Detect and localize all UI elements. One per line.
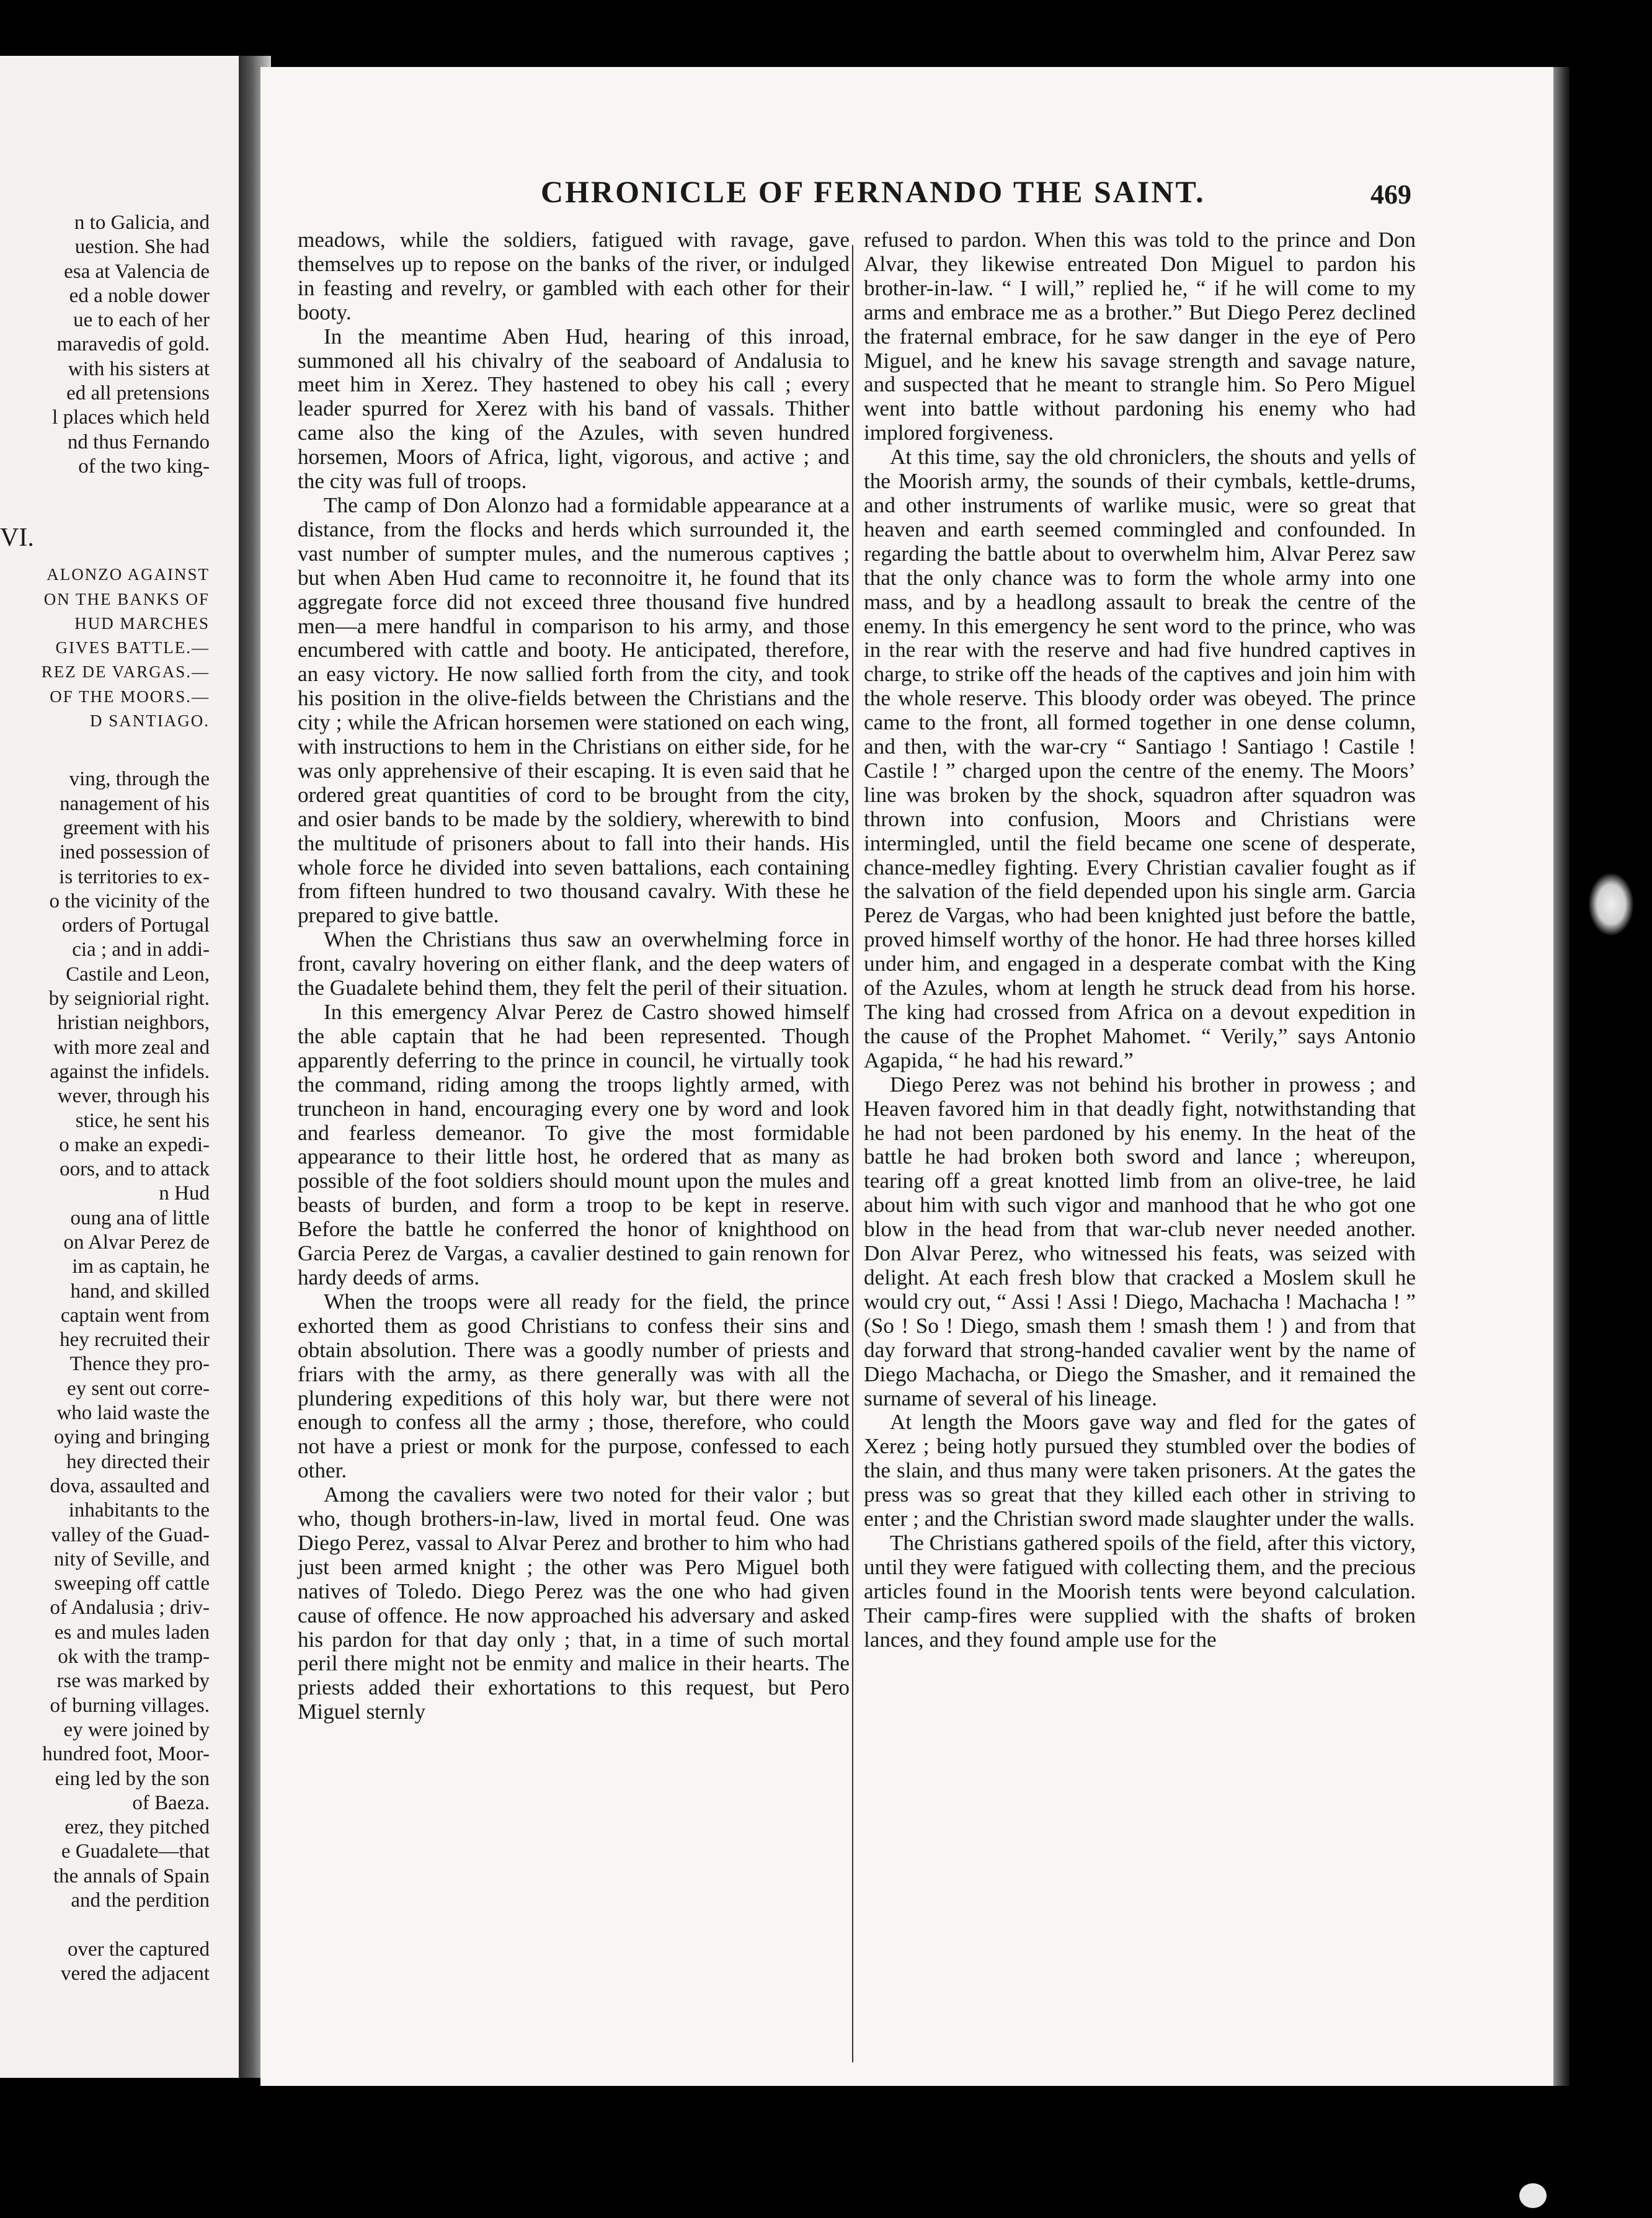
scan-artifact: [1519, 2183, 1547, 2208]
paragraph: meadows, while the soldiers, fatigued with ravage, gave themselves up to repose on the banks of the river, or indulged in feasting and revelry, or gambled with each other for their booty.: [298, 228, 850, 324]
left-page-line: maravedis of gold.: [56, 333, 210, 356]
left-page-line: with his sisters at: [68, 357, 210, 380]
left-page-line: by seigniorial right.: [48, 987, 210, 1010]
left-page-line: HUD MARCHES: [74, 613, 210, 633]
left-page-line: uestion. She had: [74, 236, 210, 259]
left-page-line: o make an expedi-: [59, 1133, 210, 1156]
left-page-line: with more zeal and: [53, 1036, 210, 1059]
paragraph: Diego Perez was not behind his brother in prowess ; and Heaven favored him in that deadly fight, notwithstanding that he had not been pardoned by his enemy. In the heat of the battle he had broken both sword and lance ; whereupon, tearing off a great knotted limb from an olive-tree, he laid about him with such vigor and manhood that he who got one blow in the head from that war-club never needed another. Don Alvar Perez, who witnessed his feats, was seized with delight. At each fresh blow that cracked a Moslem skull he would cry out, “ Assi ! Assi ! Diego, Machacha ! Machacha ! ” (So ! So ! Diego, smash them ! smash them ! ) and from that day forward that strong-handed cavalier went by the name of Diego Machacha, or Diego the Smasher, and it remained the surname of several of his lineage.: [864, 1072, 1416, 1410]
left-page-line: esa at Valencia de: [64, 260, 210, 283]
paragraph: refused to pardon. When this was told to the prince and Don Alvar, they likewise entreated Don Miguel to pardon his brother-in-law. “ I will,” replied he, “ if he will come to my arms and embrace me as a brother.” But Diego Perez declined the fraternal embrace, for he saw danger in the eye of Pero Miguel, and he knew his savage strength and savage nature, and suspected that he meant to strangle him. So Pero Miguel went into battle without pardoning his enemy who had implored forgiveness.: [864, 228, 1416, 445]
left-page-line: ed all pretensions: [66, 382, 210, 405]
left-page-line: against the infidels.: [50, 1060, 210, 1083]
paragraph: At this time, say the old chroniclers, the shouts and yells of the Moorish army, the sounds of their cymbals, kettle-drums, and other instruments of warlike music, were so great that heaven and earth seemed commingled and confounded. In regarding the battle about to overwhelm him, Alvar Perez saw that the only chance was to form the whole army into one mass, and by a headlong assault to break the centre of the enemy. In this emergency he sent word to the prince, who was in the rear with the reserve and had five hundred captives in charge, to strike off the heads of the captives and join him with the whole reserve. This bloody order was obeyed. The prince came to the front, all formed together in one dense column, and then, with the war-cry “ Santiago ! Santiago ! Castile ! Castile ! ” charged upon the centre of the enemy. The Moors’ line was broken by the shock, squadron after squadron was thrown into confusion, Moors and Christians were intermingled, until the field became one scene of desperate, chance-medley fighting. Every Christian cavalier fought as if the salvation of the field depended upon his single arm. Garcia Perez de Vargas, who had been knighted just before the battle, proved himself worthy of the honor. He had three horses killed under him, and engaged in a desperate combat with the King of the Azules, whom at length he struck dead from his horse. The king had crossed from Africa on a devout expedition in the cause of the Prophet Mahomet. “ Verily,” says Antonio Agapida, “ he had his reward.”: [864, 445, 1416, 1072]
left-page-line: ALONZO AGAINST: [47, 565, 210, 584]
left-page-line: ined possession of: [60, 841, 210, 864]
left-page-line: im as captain, he: [72, 1255, 210, 1278]
left-chapter-number: VI.: [0, 523, 34, 553]
paragraph: Among the cavaliers were two noted for their valor ; but who, though brothers-in-law, lived in mortal feud. One was Diego Perez, vassal to Alvar Perez and brother to him who had just been armed knight ; the other was Pero Miguel both natives of Toledo. Diego Perez was the one who had given cause of offence. He now approached his adversary and asked his pardon for that day only ; that, in a time of such mortal peril there might not be enmity and malice in their hearts. The priests added their exhortations to this request, but Pero Miguel sternly: [298, 1482, 850, 1724]
left-page-line: erez, they pitched: [64, 1816, 210, 1839]
running-head: CHRONICLE OF FERNANDO THE SAINT.: [541, 174, 1206, 209]
left-page-upper-lines: [0, 211, 210, 479]
left-page-line: n Hud: [159, 1182, 210, 1205]
paragraph: In this emergency Alvar Perez de Castro showed himself the able captain that he had been represented. Though apparently deferring to the prince in council, he virtually took the command, riding among the troops lightly armed, with truncheon in hand, encouraging every one by word and look and fearless demeanor. To give the most formidable appearance to their little host, he ordered that as many as possible of the foot soldiers should mount upon the mules and beasts of burden, and form a troop to be kept in reserve. Before the battle he conferred the honor of knighthood on Garcia Perez de Vargas, a cavalier destined to gain renown for hardy deeds of arms.: [298, 1000, 850, 1289]
left-page-line: oying and bringing: [53, 1426, 210, 1449]
left-page-line: oors, and to attack: [60, 1158, 210, 1181]
left-page-line: captain went from: [60, 1304, 210, 1327]
left-page-line: nity of Seville, and: [53, 1548, 210, 1570]
left-page-line: rse was marked by: [56, 1670, 210, 1693]
paragraph: The Christians gathered spoils of the field, after this victory, until they were fatigued with collecting them, and the precious articles found in the Moorish tents were beyond calculation. Their camp-fires were supplied with the shafts of broken lances, and they found ample use for the: [864, 1530, 1416, 1652]
left-page-line: REZ DE VARGAS.—: [41, 662, 210, 682]
page-number: 469: [1370, 179, 1411, 210]
left-page-line: ed a noble dower: [69, 284, 210, 307]
left-page-text: [0, 211, 210, 1986]
left-page-line: of burning villages.: [50, 1694, 210, 1717]
left-page-line: nanagement of his: [60, 792, 210, 815]
left-page-line: ok with the tramp-: [58, 1646, 210, 1668]
left-page-line: greement with his: [63, 816, 210, 839]
left-chapter-summary: [0, 563, 210, 733]
left-page-line: of Baeza.: [132, 1791, 210, 1814]
paragraph: The camp of Don Alonzo had a formidable appearance at a distance, from the flocks and herds which surrounded it, the vast number of sumpter mules, and the numerous captives ; but when Aben Hud came to reconnoitre it, he found that its aggregate force did not exceed three thousand five hundred men—a mere handful in comparison to his army, and those encumbered with cattle and booty. He anticipated, therefore, an easy victory. He now sallied forth from the city, and took his position in the olive-fields between the Christians and the city ; while the African horsemen were stationed on each wing, with instructions to hem in the Christians on either side, for he was only apprehensive of their escaping. It is even said that he ordered great quantities of cord to be brought from the city, and osier bands to be made by the soldiery, wherewith to bind the multitude of prisoners about to fall into their hands. His whole force he divided into seven battalions, each containing from fifteen hundred to two thousand cavalry. With these he prepared to give battle.: [298, 492, 850, 928]
left-page-line: valley of the Guad-: [51, 1523, 210, 1546]
left-page-line: inhabitants to the: [68, 1499, 210, 1522]
left-page-line: ey sent out corre-: [67, 1377, 210, 1400]
left-page-line: stice, he sent his: [75, 1109, 210, 1132]
left-page-line: who laid waste the: [56, 1402, 210, 1425]
left-page-line: hey directed their: [66, 1450, 210, 1473]
left-page-line: hundred foot, Moor-: [42, 1743, 210, 1766]
paper-damage-mark: [1589, 873, 1633, 935]
left-page-fragment: [0, 56, 239, 2078]
left-page-line: the annals of Spain: [53, 1864, 210, 1887]
text-column-left: [298, 228, 850, 1724]
left-page-line: eing led by the son: [55, 1767, 210, 1790]
left-page-line: Thence they pro-: [69, 1353, 210, 1376]
left-page-line: orders of Portugal: [61, 914, 210, 937]
left-page-line: e Guadalete—that: [61, 1840, 210, 1863]
left-page-line: dova, assaulted and: [50, 1474, 210, 1497]
left-page-line: sweeping off cattle: [54, 1572, 210, 1595]
left-page-line: over the captured: [67, 1938, 210, 1961]
left-page-line: wever, through his: [57, 1085, 210, 1108]
left-page-line: n to Galicia, and: [74, 212, 210, 234]
left-page-line: ey were joined by: [63, 1718, 210, 1741]
left-page-line: cia ; and in addi-: [72, 938, 210, 961]
text-column-right: [864, 228, 1416, 1652]
left-page-line: hand, and skilled: [70, 1280, 210, 1303]
paragraph: In the meantime Aben Hud, hearing of this inroad, summoned all his chivalry of the seaboard of Andalusia to meet him in Xerez. They hastened to obey his call ; every leader spurred for Xerez with his band of vassals. Thither came also the king of the Azules, with seven hundred horsemen, Moors of Africa, light, vigorous, and active ; and the city was full of troops.: [298, 324, 850, 494]
left-page-line: nd thus Fernando: [67, 430, 210, 453]
left-page-line: ue to each of her: [73, 309, 210, 332]
left-page-line: ON THE BANKS OF: [43, 589, 210, 608]
left-page-line: [0, 1913, 210, 1937]
paragraph: At length the Moors gave way and fled for the gates of Xerez ; being hotly pursued they stumbled over the bodies of the slain, and thus many were taken prisoners. At the gates the press was so great that they killed each other in striving to enter ; and the Christian sword made slaughter under the walls.: [864, 1410, 1416, 1531]
left-page-line: GIVES BATTLE.—: [55, 638, 210, 657]
left-page-line: D SANTIAGO.: [90, 711, 210, 731]
left-page-line: and the perdition: [71, 1889, 210, 1912]
paragraph: When the troops were all ready for the field, the prince exhorted them as good Christians to confess their sins and obtain absolution. There was a goodly number of priests and friars with the army, as there generally was with all the plundering expeditions of this holy war, but there were not enough to confess all the army ; those, therefore, who could not have a priest or monk for the purpose, confessed to each other.: [298, 1289, 850, 1483]
left-page-line: oung ana of little: [70, 1206, 210, 1229]
left-page-line: o the vicinity of the: [49, 889, 210, 912]
left-page-lower-lines: [0, 767, 210, 1986]
left-page-line: ving, through the: [69, 768, 210, 791]
left-page-line: hey recruited their: [60, 1329, 210, 1352]
paragraph: When the Christians thus saw an overwhelming force in front, cavalry hovering on either flank, and the deep waters of the Guadalete behind them, they felt the peril of their situation.: [298, 927, 850, 1000]
left-page-line: vered the adjacent: [60, 1962, 210, 1985]
left-page-line: OF THE MOORS.—: [50, 687, 210, 706]
left-page-line: hristian neighbors,: [57, 1012, 210, 1035]
column-divider: [852, 245, 853, 2062]
left-page-line: of the two king-: [78, 455, 210, 478]
left-page-line: Castile and Leon,: [66, 963, 210, 986]
left-page-line: es and mules laden: [54, 1621, 210, 1644]
page-edge-shadow: [1553, 67, 1570, 2086]
left-page-line: l places which held: [52, 406, 210, 429]
left-page-line: on Alvar Perez de: [63, 1231, 210, 1254]
left-page-line: is territories to ex-: [59, 865, 210, 888]
left-page-line: of Andalusia ; driv-: [50, 1597, 210, 1619]
